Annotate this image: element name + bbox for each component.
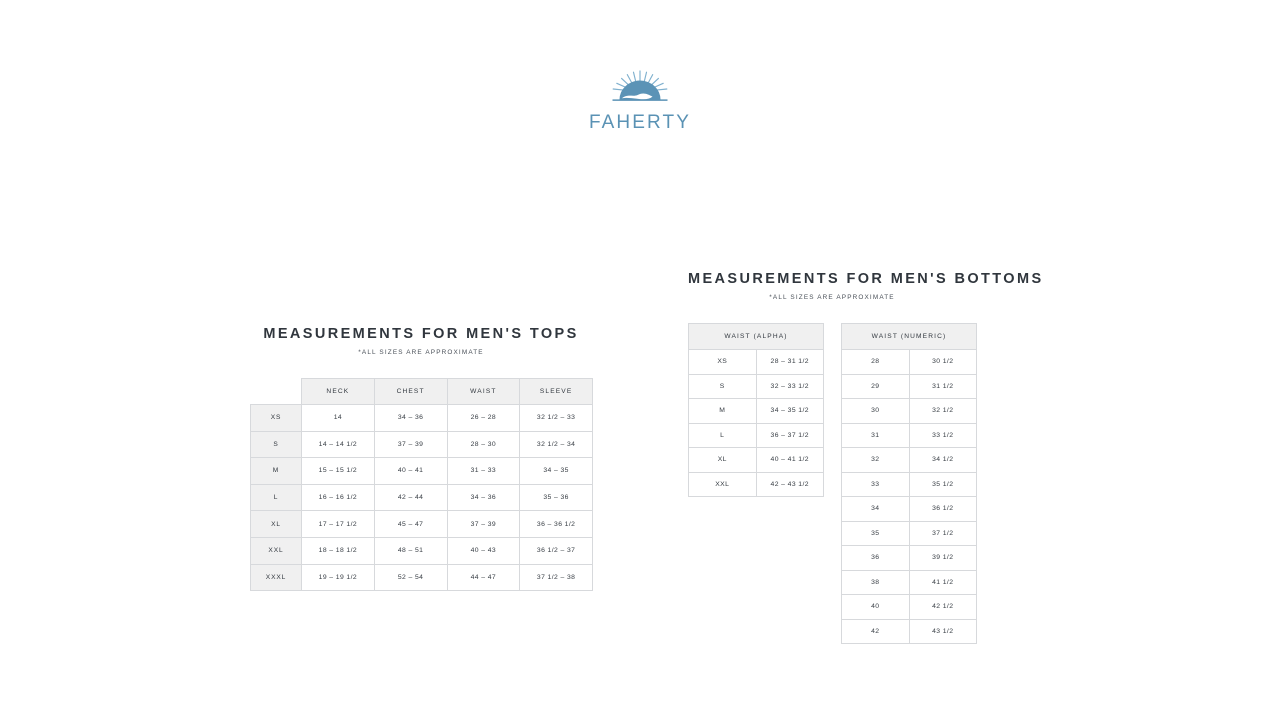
waist-value-cell: 32 1/2: [909, 399, 977, 424]
table-row: [842, 374, 977, 399]
size-label-cell: XXL: [689, 472, 757, 497]
waist-value-cell: 43 1/2: [909, 619, 977, 644]
neck-value-cell: 15 – 15 1/2: [302, 458, 375, 485]
waist-value-cell: 37 – 39: [447, 511, 520, 538]
waist-value-cell: 44 – 47: [447, 564, 520, 591]
sleeve-value-cell: 37 1/2 – 38: [520, 564, 593, 591]
chest-value-cell: 37 – 39: [374, 431, 447, 458]
table-row: [842, 570, 977, 595]
sleeve-value-cell: 36 1/2 – 37: [520, 537, 593, 564]
table-row: [251, 431, 593, 458]
header-chest: CHEST: [374, 379, 447, 405]
mens-tops-section: [250, 326, 592, 591]
size-label-cell: 34: [842, 497, 910, 522]
waist-alpha-table: [688, 323, 824, 497]
waist-value-cell: 39 1/2: [909, 546, 977, 571]
neck-value-cell: 19 – 19 1/2: [302, 564, 375, 591]
size-label-cell: XS: [251, 405, 302, 432]
chest-value-cell: 42 – 44: [374, 484, 447, 511]
sleeve-value-cell: 36 – 36 1/2: [520, 511, 593, 538]
waist-value-cell: 31 – 33: [447, 458, 520, 485]
size-label-cell: XXL: [251, 537, 302, 564]
table-row: [689, 399, 824, 424]
mens-tops-table: [250, 378, 593, 591]
brand-logo[interactable]: [0, 70, 1280, 132]
mens-bottoms-subtitle: *ALL SIZES ARE APPROXIMATE: [769, 294, 895, 301]
waist-value-cell: 35 1/2: [909, 472, 977, 497]
waist-value-cell: 34 – 36: [447, 484, 520, 511]
header-waist-alpha: WAIST (ALPHA): [689, 324, 824, 350]
size-label-cell: L: [251, 484, 302, 511]
waist-value-cell: 30 1/2: [909, 350, 977, 375]
size-label-cell: XS: [689, 350, 757, 375]
chest-value-cell: 34 – 36: [374, 405, 447, 432]
chest-value-cell: 40 – 41: [374, 458, 447, 485]
waist-numeric-table: [841, 323, 977, 644]
table-header-row: [842, 324, 977, 350]
chest-value-cell: 45 – 47: [374, 511, 447, 538]
waist-value-cell: 26 – 28: [447, 405, 520, 432]
table-row: [251, 405, 593, 432]
neck-value-cell: 16 – 16 1/2: [302, 484, 375, 511]
waist-value-cell: 42 1/2: [909, 595, 977, 620]
brand-wordmark: FAHERTY: [589, 112, 691, 133]
header-blank: [251, 379, 302, 405]
table-row: [251, 511, 593, 538]
header-neck: NECK: [302, 379, 375, 405]
chest-value-cell: 52 – 54: [374, 564, 447, 591]
neck-value-cell: 17 – 17 1/2: [302, 511, 375, 538]
size-label-cell: 35: [842, 521, 910, 546]
size-label-cell: 36: [842, 546, 910, 571]
chest-value-cell: 48 – 51: [374, 537, 447, 564]
table-row: [251, 564, 593, 591]
waist-value-cell: 36 – 37 1/2: [756, 423, 824, 448]
table-row: [842, 497, 977, 522]
table-row: [842, 350, 977, 375]
mens-tops-title: MEASUREMENTS FOR MEN'S TOPS: [263, 326, 579, 342]
table-row: [842, 423, 977, 448]
table-row: [842, 619, 977, 644]
waist-value-cell: 36 1/2: [909, 497, 977, 522]
waist-value-cell: 40 – 41 1/2: [756, 448, 824, 473]
table-row: [689, 472, 824, 497]
size-label-cell: XXXL: [251, 564, 302, 591]
header-waist-numeric: WAIST (NUMERIC): [842, 324, 977, 350]
table-row: [251, 537, 593, 564]
table-row: [842, 472, 977, 497]
size-label-cell: XL: [251, 511, 302, 538]
table-row: [689, 350, 824, 375]
neck-value-cell: 18 – 18 1/2: [302, 537, 375, 564]
size-label-cell: XL: [689, 448, 757, 473]
waist-value-cell: 28 – 30: [447, 431, 520, 458]
size-label-cell: 32: [842, 448, 910, 473]
mens-tops-subtitle: *ALL SIZES ARE APPROXIMATE: [358, 349, 484, 356]
size-label-cell: 28: [842, 350, 910, 375]
waist-value-cell: 28 – 31 1/2: [756, 350, 824, 375]
size-label-cell: S: [251, 431, 302, 458]
size-label-cell: M: [689, 399, 757, 424]
size-label-cell: 33: [842, 472, 910, 497]
size-label-cell: L: [689, 423, 757, 448]
size-label-cell: 38: [842, 570, 910, 595]
size-label-cell: 31: [842, 423, 910, 448]
table-header-row: [251, 379, 593, 405]
waist-value-cell: 31 1/2: [909, 374, 977, 399]
sleeve-value-cell: 32 1/2 – 33: [520, 405, 593, 432]
table-row: [689, 374, 824, 399]
table-row: [251, 484, 593, 511]
header-sleeve: SLEEVE: [520, 379, 593, 405]
sleeve-value-cell: 34 – 35: [520, 458, 593, 485]
mens-bottoms-section: [688, 271, 1044, 643]
header-waist: WAIST: [447, 379, 520, 405]
table-row: [689, 448, 824, 473]
sunrise-wave-icon: [600, 70, 680, 112]
table-header-row: [689, 324, 824, 350]
neck-value-cell: 14 – 14 1/2: [302, 431, 375, 458]
size-label-cell: 40: [842, 595, 910, 620]
table-row: [842, 448, 977, 473]
table-row: [842, 521, 977, 546]
waist-value-cell: 40 – 43: [447, 537, 520, 564]
waist-value-cell: 32 – 33 1/2: [756, 374, 824, 399]
size-label-cell: 30: [842, 399, 910, 424]
waist-value-cell: 41 1/2: [909, 570, 977, 595]
waist-value-cell: 34 – 35 1/2: [756, 399, 824, 424]
sleeve-value-cell: 35 – 36: [520, 484, 593, 511]
waist-value-cell: 34 1/2: [909, 448, 977, 473]
table-row: [842, 546, 977, 571]
size-label-cell: S: [689, 374, 757, 399]
neck-value-cell: 14: [302, 405, 375, 432]
waist-value-cell: 37 1/2: [909, 521, 977, 546]
mens-bottoms-title: MEASUREMENTS FOR MEN'S BOTTOMS: [688, 271, 1044, 287]
table-row: [689, 423, 824, 448]
sleeve-value-cell: 32 1/2 – 34: [520, 431, 593, 458]
size-label-cell: 29: [842, 374, 910, 399]
size-label-cell: 42: [842, 619, 910, 644]
waist-value-cell: 33 1/2: [909, 423, 977, 448]
size-label-cell: M: [251, 458, 302, 485]
table-row: [842, 399, 977, 424]
waist-value-cell: 42 – 43 1/2: [756, 472, 824, 497]
table-row: [251, 458, 593, 485]
table-row: [842, 595, 977, 620]
